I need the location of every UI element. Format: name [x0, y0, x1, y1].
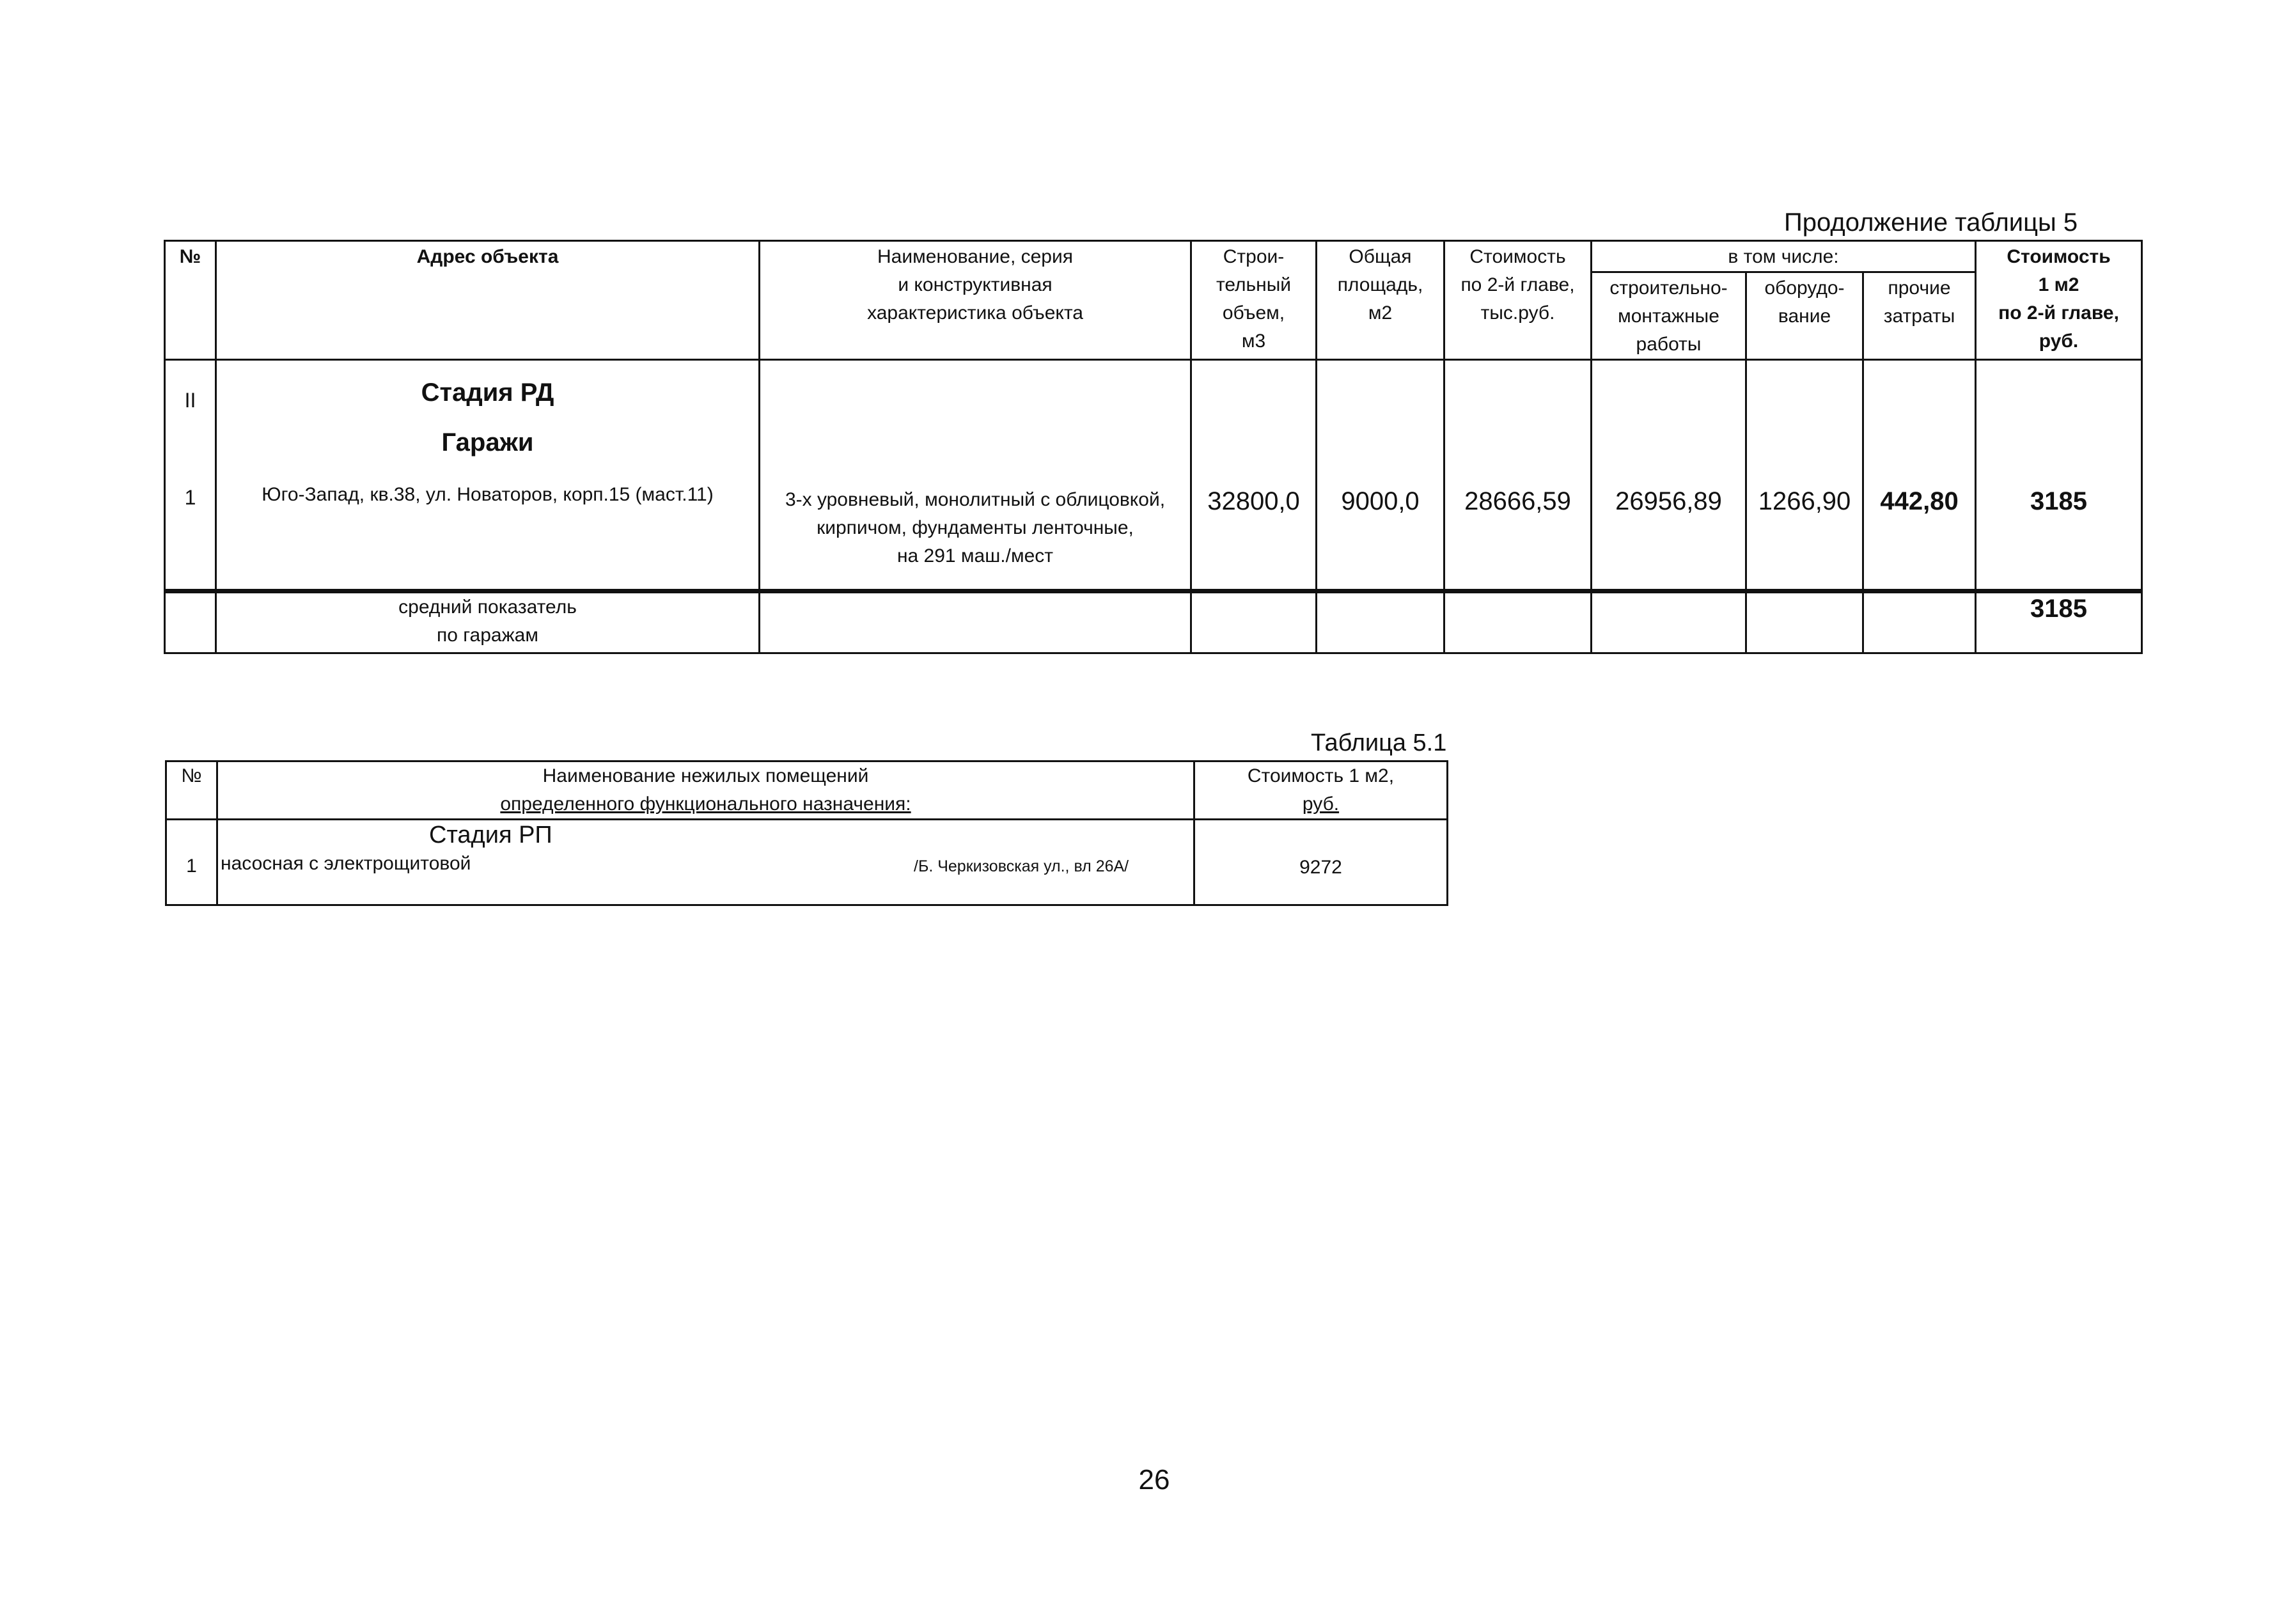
- header-equipment: [1746, 272, 1863, 360]
- average-value: 3185: [1976, 591, 2142, 653]
- header-name-line3: характеристика объекта: [867, 302, 1083, 324]
- average-empty-cell: [1863, 591, 1976, 653]
- header-area: [1317, 241, 1444, 360]
- t51-header-cost: [1194, 761, 1448, 820]
- header-unit-cost-line2: 1 м2: [2038, 274, 2079, 295]
- category-title: Гаражи: [441, 428, 534, 457]
- t51-room-address: /Б. Черкизовская ул., вл 26А/: [914, 857, 1129, 875]
- header-area-line3: м2: [1368, 302, 1393, 324]
- row-other: 442,80: [1863, 360, 1976, 591]
- header-including: в том числе:: [1592, 241, 1976, 272]
- description-line1: 3-х уровневый, монолитный с облицовкой,: [785, 489, 1166, 510]
- t51-row-no: 1: [166, 820, 217, 905]
- row-volume: 32800,0: [1191, 360, 1317, 591]
- average-empty-cell: [760, 591, 1191, 653]
- t51-stage-title: Стадия РП: [429, 822, 552, 848]
- t51-header-name-line1: Наименование нежилых помещений: [542, 765, 869, 786]
- stage-title: Стадия РД: [421, 379, 554, 407]
- average-label-line1: средний показатель: [398, 597, 577, 618]
- description-line2: кирпичом, фундаменты ленточные,: [817, 517, 1134, 538]
- t51-header-no: №: [166, 761, 217, 820]
- header-volume-line4: м3: [1241, 331, 1266, 352]
- header-unit-cost: [1976, 241, 2142, 360]
- average-empty-cell: [1444, 591, 1592, 653]
- average-empty-cell: [1746, 591, 1863, 653]
- average-empty-cell: [1317, 591, 1444, 653]
- header-equipment-line2: вание: [1778, 306, 1831, 327]
- header-other-line1: прочие: [1888, 277, 1951, 299]
- average-empty-cell: [1592, 591, 1746, 653]
- average-empty-cell: [1191, 591, 1317, 653]
- row-no-cell: [165, 360, 216, 591]
- average-row: [165, 591, 2142, 653]
- header-name: [760, 241, 1191, 360]
- table5-caption: Продолжение таблицы 5: [1784, 208, 2078, 237]
- description-line3: на 291 маш./мест: [896, 545, 1054, 566]
- header-unit-cost-line1: Стоимость: [2007, 246, 2111, 267]
- header-volume-line3: объем,: [1222, 302, 1285, 324]
- header-area-line2: площадь,: [1337, 274, 1423, 295]
- header-equipment-line1: оборудо-: [1764, 277, 1845, 299]
- header-other-line2: затраты: [1883, 306, 1955, 327]
- object-address: Юго-Запад, кв.38, ул. Новаторов, корп.15 (маст.11): [262, 484, 714, 505]
- header-unit-cost-line4: руб.: [2039, 331, 2079, 352]
- header-volume-line2: тельный: [1216, 274, 1292, 295]
- page-number: 26: [1138, 1464, 1170, 1495]
- header-name-line2: и конструктивная: [898, 274, 1053, 295]
- t51-row-name-cell: [217, 820, 1194, 905]
- header-volume-line1: Строи-: [1223, 246, 1285, 267]
- t51-header-cost-line1: Стоимость 1 м2,: [1247, 765, 1395, 786]
- t51-row-cost: 9272: [1194, 820, 1448, 905]
- header-construction: [1592, 272, 1746, 360]
- header-cost-line2: по 2-й главе,: [1460, 274, 1575, 295]
- table51-caption: Таблица 5.1: [1311, 730, 1447, 756]
- t51-header-name-line2: определенного функционального назначения:: [500, 793, 911, 815]
- header-cost: [1444, 241, 1592, 360]
- section-no: II: [184, 389, 196, 412]
- header-cost-line3: тыс.руб.: [1480, 302, 1555, 324]
- average-label-line2: по гаражам: [437, 625, 538, 646]
- header-construction-line1: строительно-: [1609, 277, 1728, 299]
- row-unit-cost: 3185: [1976, 360, 2142, 591]
- row-equipment: 1266,90: [1746, 360, 1863, 591]
- header-area-line1: Общая: [1349, 246, 1412, 267]
- t51-header-name: [217, 761, 1194, 820]
- row-no: 1: [184, 486, 196, 509]
- row-description-cell: [760, 360, 1191, 591]
- row-address-cell: [216, 360, 760, 591]
- header-cost-line1: Стоимость: [1469, 246, 1566, 267]
- average-label-cell: [216, 591, 760, 653]
- header-other: [1863, 272, 1976, 360]
- header-volume: [1191, 241, 1317, 360]
- average-no-cell: [165, 591, 216, 653]
- table-row: [166, 820, 1448, 905]
- t51-room-name: насосная с электрощитовой: [221, 853, 471, 874]
- table-row: [165, 360, 2142, 591]
- header-construction-line2: монтажные: [1618, 306, 1719, 327]
- t51-header-cost-line2: руб.: [1302, 793, 1340, 815]
- header-unit-cost-line3: по 2-й главе,: [1998, 302, 2119, 324]
- table51: [165, 760, 1448, 906]
- row-cost: 28666,59: [1444, 360, 1592, 591]
- header-name-line1: Наименование, серия: [877, 246, 1073, 267]
- header-construction-line3: работы: [1636, 334, 1702, 355]
- row-area: 9000,0: [1317, 360, 1444, 591]
- row-construction: 26956,89: [1592, 360, 1746, 591]
- table5: [164, 240, 2143, 654]
- header-no: №: [165, 241, 216, 360]
- header-address: Адрес объекта: [216, 241, 760, 360]
